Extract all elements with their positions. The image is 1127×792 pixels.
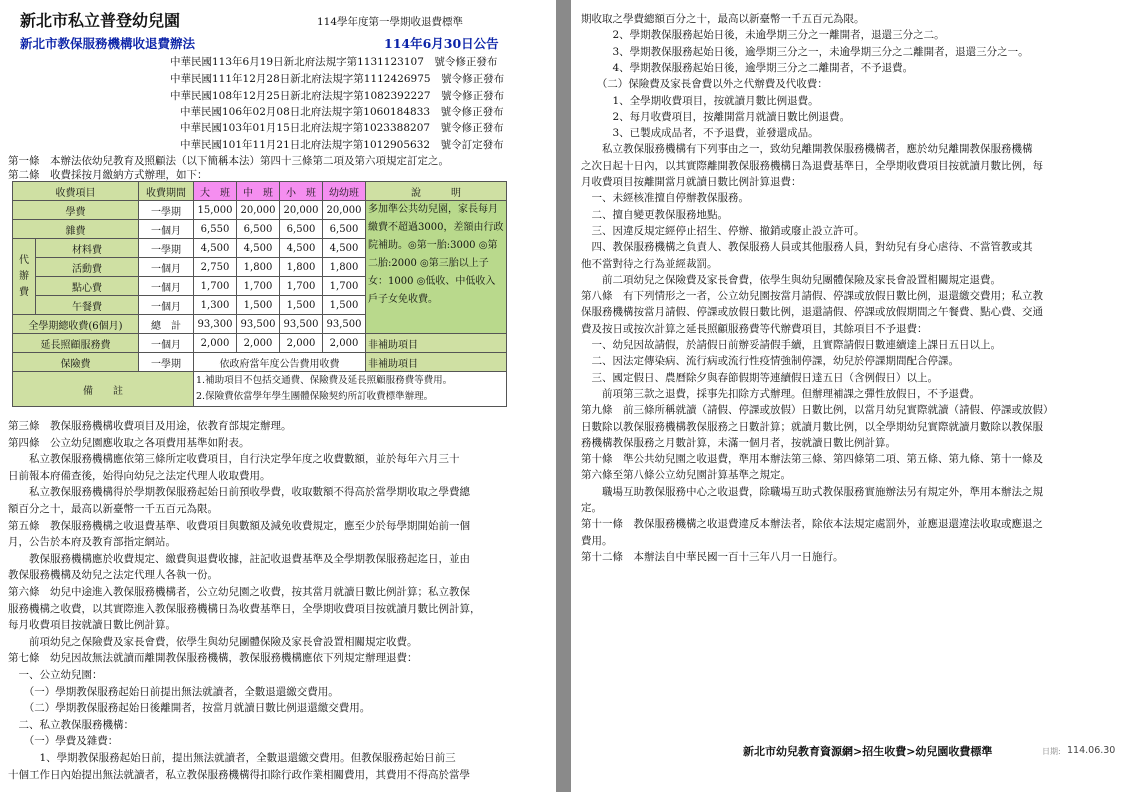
body-line: 私立教保服務機構有下列事由之一，致幼兒離開教保服務機構者，應於幼兒離開教保服務機構 [581,143,1033,156]
row-value: 1,800 [237,258,280,277]
body-line: 十個工作日內始提出無法就讀者，私立教保服務機構得扣除行政作業相關費用，其費用不得高於當學 [8,768,470,781]
article-1: 第一條 本辦法依幼兒教育及照顧法（以下簡稱本法）第四十三條第二項及第六項規定訂定之。 [8,155,449,167]
body-line: 二、擅自變更教保服務地點。 [581,208,728,221]
row-period: 一學期 [139,353,194,372]
body-line: 第六條至第八條公立幼兒園計算基準之規定。 [581,469,791,482]
body-line: 前項第三款之退費，採事先扣除方式辦理。但辦理補課之彈性放假日，不予退費。 [581,387,980,400]
row-value: 4,500 [323,239,366,258]
body-line: 第六條 幼兒中途進入教保服務機構者，公立幼兒園之收費，按其當月就讀日數比例計算；私立教保 [8,586,470,598]
body-line: 4、學期教保服務起始日後，逾學期三分之二離開者，不予退費。 [581,61,914,74]
note-line: 2.保險費依當學年學生團體保險契約所訂收費標準辦理。 [196,391,434,402]
row-note: 非補助項目 [366,334,507,353]
amendment-line: 中華民國113年6月19日新北府法規字第1131123107 號令修正發布 [170,56,498,68]
body-line: 1、學期教保服務起始日前，提出無法就讀者，全數退還繳交費用。但教保服務起始日前三 [8,752,456,764]
body-line: 第十條 準公共幼兒園之收退費，準用本辦法第三條、第四條第二項、第五條、第九條、第十一條及 [581,453,1043,466]
note-line: 1.補助項目不包括交通費、保險費及延長照顧服務費等費用。 [196,375,453,386]
body-line: 保服務機構按當月請假、停課或放假日數比例，退還請假、停課或放假期間之午餐費、點心費、交通 [581,306,1043,319]
body-line: 1、全學期收費項目，按就讀月數比例退費。 [581,94,819,107]
row-value: 1,300 [194,296,237,315]
body-line: 四、教保服務機構之負責人、教保服務人員或其他服務人員，對幼兒有身心虐待、不當管教或其 [581,241,1033,254]
row-period: 一個月 [139,296,194,315]
row-period: 一個月 [139,277,194,296]
row-value: 93,300 [194,315,237,334]
row-value: 20,000 [237,201,280,220]
body-line: 前項幼兒之保險費及家長會費，依學生與幼兒團體保險及家長會設置相關規定收費。 [8,635,418,648]
header-class-da: 大 班 [194,182,237,201]
body-line: 一、公立幼兒園： [8,669,103,681]
page-right [571,0,1127,792]
row-value: 20,000 [280,201,323,220]
subsidy-remark: 多加準公共幼兒園，家長每月繳費不超過3000，差額由行政院補助。◎第一胎:3000 ◎第二胎:2000 ◎第三胎以上子女：1000 ◎低收、中低收入戶子女免收費。 [366,201,507,334]
row-period: 一個月 [139,334,194,353]
group-label: 代辦費 [13,239,36,315]
footer-source: 新北市幼兒教育資源網>招生收費>幼兒園收費標準 [743,745,993,758]
row-item: 午餐費 [36,296,139,315]
header-description: 說 明 [366,182,507,201]
body-line: 3、學期教保服務起始日後，逾學期三分之一，未逾學期三分之二離開者，退還三分之一。 [581,45,1029,58]
body-line: 三、因違反規定經停止招生、停辦、撤銷或廢止設立許可。 [581,224,865,237]
row-value: 2,000 [280,334,323,353]
year-title: 114學年度第一學期收退費標準 [317,16,464,28]
body-line: 期收取之學費總額百分之十，最高以新臺幣一千五百元為限。 [581,13,865,25]
row-item: 保險費 [13,353,139,372]
body-line: 2、每月收費項目，按離開當月就讀日數比例退費。 [581,110,851,123]
body-line: 前二項幼兒之保險費及家長會費，依學生與幼兒團體保險及家長會設置相關規定退費。 [581,273,1001,286]
row-period: 總 計 [139,315,194,334]
table-row-insurance [13,353,507,372]
header-period: 收費期間 [139,182,194,201]
row-item: 材料費 [36,239,139,258]
fee-table-header [13,182,507,201]
body-line: （一）學期教保服務起始日前提出無法就讀者，全數退還繳交費用。 [8,685,339,698]
body-line: 教保服務機構及幼兒之法定代理人各執一份。 [8,569,218,582]
body-line: 月，公告於本府及教育部指定網站。 [8,536,176,549]
body-line: 教保服務機構應於收費規定、繳費與退費收據，註記收退費基準及全學期教保服務起迄日，並由 [8,552,470,565]
table-row-extended-care [13,334,507,353]
amendment-line: 中華民國103年01月15日北府法規字第1023388207 號令修正發布 [180,122,504,134]
row-item: 延長照顧服務費 [13,334,139,353]
body-line: （一）學費及雜費： [8,735,119,748]
body-line: 他不當對待之行為並經裁罰。 [581,257,718,270]
amendment-line: 中華民國106年02月08日北府法規字第1060184833 號令修正發布 [180,106,504,118]
body-line: （二）學期教保服務起始日後離開者，按當月就讀日數比例退還繳交費用。 [8,702,371,715]
body-line: 二、因法定傳染病、流行病或流行性疫情強制停課，幼兒於停課期間配合停課。 [581,355,959,368]
row-value: 20,000 [323,201,366,220]
row-period: 一個月 [139,258,194,277]
body-line: 私立教保服務機構應依第三條所定收費項目，自行決定學年度之收費數額，並於每年六月三十 [8,453,460,466]
body-line: 費用。 [581,534,613,547]
body-line: 每月收費項目按就讀日數比例計算。 [8,619,176,632]
row-item: 學費 [13,201,139,220]
body-line: 額百分之十，最高以新臺幣一千五百元為限。 [8,503,218,515]
row-value: 15,000 [194,201,237,220]
body-line: 費及按日或按次計算之延長照顧服務費等代辦費項目，其餘項目不予退費： [581,322,928,335]
body-line: （二）保險費及家長會費以外之代辦費及代收費： [581,78,828,91]
body-line: 第七條 幼兒因故無法就讀而離開教保服務機構，教保服務機構應依下列規定辦理退費： [8,652,418,665]
law-title: 新北市教保服務機構收退費辦法 [20,36,196,51]
row-value: 6,500 [323,220,366,239]
body-line: 第五條 教保服務機構之收退費基準、收費項目與數額及減免收費規定，應至少於每學期開始前一個 [8,519,470,532]
body-line: 第四條 公立幼兒園應收取之各項費用基準如附表。 [8,436,250,449]
row-period: 一學期 [139,239,194,258]
body-line: 2、學期教保服務起始日後，未逾學期三分之一離開者，退還三分之二。 [581,29,945,42]
row-value: 4,500 [237,239,280,258]
row-value: 1,500 [280,296,323,315]
row-value: 1,500 [323,296,366,315]
row-value: 1,700 [280,277,323,296]
row-value: 93,500 [323,315,366,334]
body-line: 服務機構之收費，以其實際進入教保服務機構日為收費基準日，全學期收費項目按就讀月數比例計算， [8,602,481,615]
row-value: 4,500 [194,239,237,258]
body-line: 3、已製成成品者，不予退費，並發還成品。 [581,127,819,140]
body-line: 日數除以教保服務機構教保服務之日數計算；就讀月數比例，以全學期幼兒實際就讀月數除以教保服 [581,420,1043,433]
body-line: 第十一條 教保服務機構之收退費違反本辦法者，除依本法規定處罰外，並應退還違法收取或應退之 [581,518,1043,531]
body-line: 二、私立教保服務機構： [8,718,134,731]
header-class-zhong: 中 班 [237,182,280,201]
row-item: 全學期總收費(6個月) [13,315,139,334]
table-row-notes [13,372,507,407]
row-value: 2,000 [323,334,366,353]
row-value: 依政府當年度公告費用收費 [194,353,366,372]
body-line: 月收費項目按離開當月就讀日數比例計算退費： [581,176,802,188]
footer-date-label: 日期: [1042,747,1061,756]
row-value: 2,750 [194,258,237,277]
row-value: 6,550 [194,220,237,239]
article-2: 第二條 收費採按月繳納方式辦理，如下： [8,169,208,181]
row-item: 點心費 [36,277,139,296]
row-value: 1,800 [323,258,366,277]
row-value: 1,500 [237,296,280,315]
body-line: 第九條 前三條所稱就讀（請假、停課或放假）日數比例，以當月幼兒實際就讀（請假、停課或放假） [581,404,1054,417]
row-item: 雜費 [13,220,139,239]
body-line: 一、未經核准擅自停辦教保服務。 [581,192,749,205]
header-item: 收費項目 [13,182,139,201]
page-separator [556,0,571,792]
row-value: 1,700 [237,277,280,296]
row-value: 6,500 [237,220,280,239]
row-value: 93,500 [280,315,323,334]
row-value: 1,700 [194,277,237,296]
row-value: 4,500 [280,239,323,258]
amendment-line: 中華民國111年12月28日新北府法規字第1112426975 號令修正發布 [170,73,505,85]
body-line: 務機構教保服務之月數計算，未滿一個月者，按就讀日數比例計算。 [581,436,896,449]
school-name: 新北市私立普登幼兒園 [20,11,181,30]
body-line: 三、國定假日、農曆除夕與春節假期等連續假日達五日（含例假日）以上。 [581,371,938,384]
body-line: 第十二條 本辦法自中華民國一百十三年八月一日施行。 [581,550,844,563]
row-value: 1,800 [280,258,323,277]
fee-table [12,181,507,407]
amendment-line: 中華民國108年12月25日新北府法規字第1082392227 號令修正發布 [170,90,505,102]
row-value: 2,000 [237,334,280,353]
table-row [13,201,507,220]
body-line: 第八條 有下列情形之一者，公立幼兒園按當月請假、停課或放假日數比例，退還繳交費用；私立教 [581,290,1043,303]
footer-date: 114.06.30 [1067,745,1116,756]
body-line: 私立教保服務機構得於學期教保服務起始日前預收學費，收取數額不得高於當學期收取之學費總 [8,486,470,499]
row-period: 一學期 [139,201,194,220]
page-left [0,0,556,792]
notes-label: 備 註 [13,372,194,407]
row-value: 6,500 [280,220,323,239]
body-line: 第三條 教保服務機構收費項目及用途，依教育部規定辦理。 [8,420,292,432]
notes-cell [194,372,507,407]
row-value: 93,500 [237,315,280,334]
row-value: 2,000 [194,334,237,353]
row-note: 非補助項目 [366,353,507,372]
row-period: 一個月 [139,220,194,239]
body-line: 職場互助教保服務中心之收退費，除職場互助式教保服務實施辦法另有規定外，準用本辦法之規 [581,485,1043,498]
body-line: 日前報本府備查後，始得向幼兒之法定代理人收取費用。 [8,469,271,482]
row-item: 活動費 [36,258,139,277]
body-line: 一、幼兒因故請假，於請假日前辦妥請假手續，且實際請假日數連續達上課日五日以上。 [581,339,1001,351]
amendment-line: 中華民國101年11月21日北府法規字第1012905632 號令訂定發布 [180,139,504,151]
header-class-youyou: 幼幼班 [323,182,366,201]
row-value: 1,700 [323,277,366,296]
body-line: 定。 [581,502,602,514]
header-class-xiao: 小 班 [280,182,323,201]
announce-date: 114年6月30日公告 [384,36,499,51]
body-line: 之次日起十日內，以其實際離開教保服務機構日為退費基準日，全學期收費項目按就讀月數比例，每 [581,159,1043,172]
